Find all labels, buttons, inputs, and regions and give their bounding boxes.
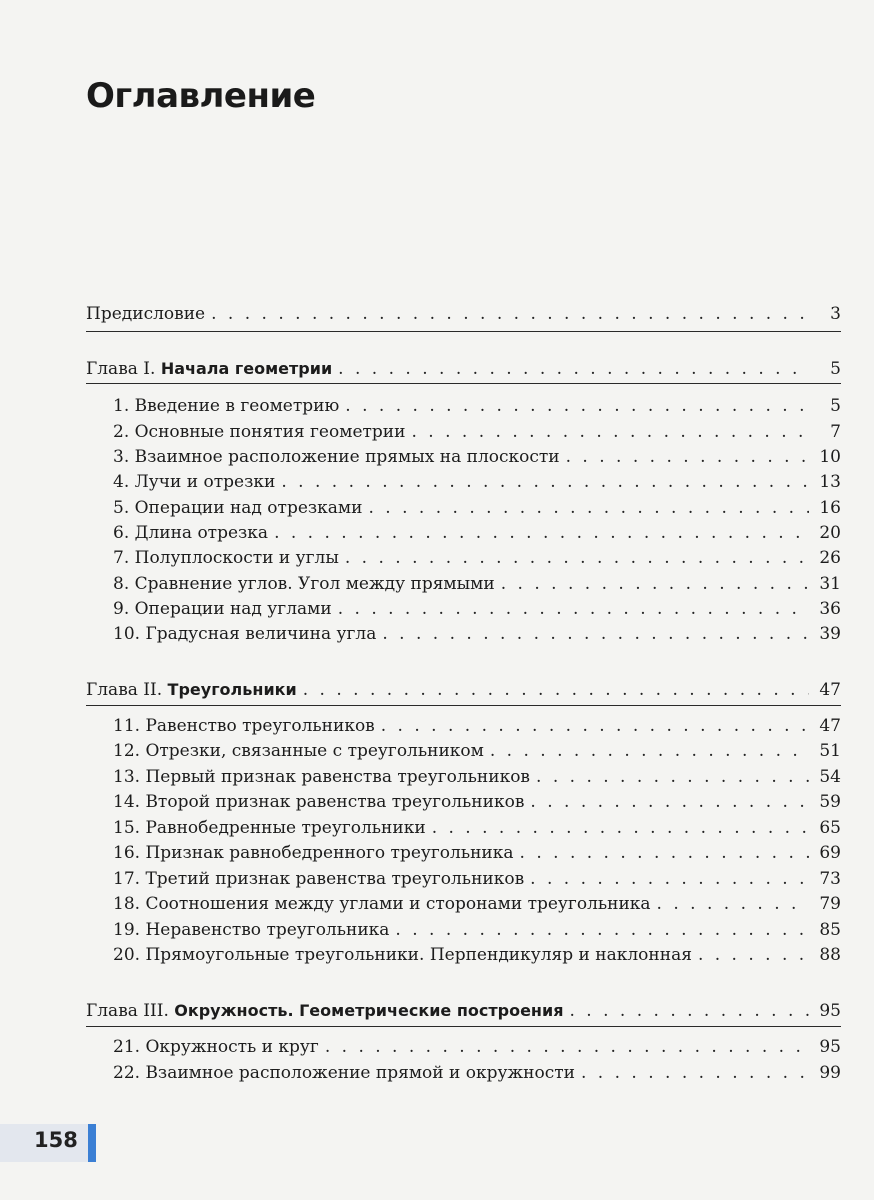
toc-item[interactable]: [113, 891, 841, 917]
leader-dots: [368, 495, 809, 521]
toc-item-label: 4. Лучи и отрезки: [113, 472, 276, 492]
toc-item-page: 59: [819, 792, 841, 812]
toc-item-page: 36: [819, 599, 841, 619]
leader-dots: [381, 713, 809, 739]
toc-item[interactable]: [113, 866, 841, 892]
toc-item-label: 1. Введение в геометрию: [113, 396, 340, 416]
toc-entry-page: 5: [830, 359, 841, 379]
toc-chapter-2[interactable]: [86, 677, 841, 703]
toc-item-page: 20: [819, 523, 841, 543]
toc-item-page: 54: [819, 767, 841, 787]
toc-item-page: 51: [819, 741, 841, 761]
leader-dots: [345, 545, 809, 571]
toc-item-page: 85: [819, 920, 841, 940]
leader-dots: [530, 789, 809, 815]
toc-item[interactable]: [113, 393, 841, 419]
toc-item-page: 16: [819, 498, 841, 518]
leader-dots: [345, 393, 809, 419]
chapter-title: Начала геометрии: [160, 359, 333, 378]
toc-entry-page: 95: [819, 1001, 841, 1021]
toc-entry-page: 3: [830, 304, 841, 324]
toc-item[interactable]: [113, 713, 841, 739]
toc-item-page: 65: [819, 818, 841, 838]
toc-item-label: 8. Сравнение углов. Угол между прямыми: [113, 574, 495, 594]
toc-item-label: 21. Окружность и круг: [113, 1037, 319, 1057]
divider: [86, 1026, 841, 1027]
toc-item-label: 14. Второй признак равенства треугольников: [113, 792, 525, 812]
toc-item-label: 22. Взаимное расположение прямой и окружности: [113, 1063, 575, 1083]
toc-item[interactable]: [113, 738, 841, 764]
toc-item-label: 13. Первый признак равенства треугольников: [113, 767, 531, 787]
toc-entry-preface[interactable]: [86, 301, 841, 327]
leader-dots: [657, 891, 809, 917]
toc-item-label: 2. Основные понятия геометрии: [113, 422, 406, 442]
toc-item[interactable]: [113, 789, 841, 815]
toc-item[interactable]: [113, 1034, 841, 1060]
toc-item-page: 99: [819, 1063, 841, 1083]
leader-dots: [382, 621, 809, 647]
leader-dots: [566, 444, 809, 470]
leader-dots: [530, 866, 809, 892]
divider: [86, 331, 841, 332]
leader-dots: [211, 301, 809, 327]
toc-item-label: 11. Равенство треугольников: [113, 716, 375, 736]
chapter-title: Треугольники: [167, 680, 297, 699]
chapter-prefix: Глава II.: [86, 680, 168, 700]
leader-dots: [698, 942, 809, 968]
toc-item-label: 10. Градусная величина угла: [113, 624, 377, 644]
leader-dots: [490, 738, 809, 764]
toc-item-label: 12. Отрезки, связанные с треугольником: [113, 741, 484, 761]
toc-item-page: 26: [819, 548, 841, 568]
toc-item[interactable]: [113, 495, 841, 521]
chapter-prefix: Глава I.: [86, 359, 161, 379]
toc-item-page: 5: [830, 396, 841, 416]
chapter-title: Окружность. Геометрические построения: [174, 1001, 564, 1020]
toc-chapter-3[interactable]: [86, 998, 841, 1024]
toc-item-label: 19. Неравенство треугольника: [113, 920, 390, 940]
page-title: Оглавление: [86, 76, 316, 116]
toc-item-label: 5. Операции над отрезками: [113, 498, 363, 518]
toc-item[interactable]: [113, 815, 841, 841]
leader-dots: [411, 419, 809, 445]
leader-dots: [501, 571, 809, 597]
leader-dots: [281, 469, 809, 495]
chapter-prefix: Глава III.: [86, 1001, 175, 1021]
divider: [86, 383, 841, 384]
toc-item[interactable]: [113, 520, 841, 546]
toc-item[interactable]: [113, 419, 841, 445]
toc-item-label: 7. Полуплоскости и углы: [113, 548, 339, 568]
page-number: 158: [34, 1128, 78, 1152]
toc-item-page: 31: [819, 574, 841, 594]
leader-dots: [325, 1034, 809, 1060]
page-number-tab: [0, 1124, 96, 1162]
toc-item[interactable]: [113, 469, 841, 495]
toc-item[interactable]: [113, 596, 841, 622]
toc-item[interactable]: [113, 840, 841, 866]
toc-item-page: 95: [819, 1037, 841, 1057]
toc-item-page: 13: [819, 472, 841, 492]
leader-dots: [274, 520, 809, 546]
toc-item-page: 69: [819, 843, 841, 863]
toc-item-label: 6. Длина отрезка: [113, 523, 269, 543]
toc-item-label: 15. Равнобедренные треугольники: [113, 818, 426, 838]
toc-entry-page: 47: [819, 680, 841, 700]
toc-item[interactable]: [113, 764, 841, 790]
toc-item[interactable]: [113, 545, 841, 571]
leader-dots: [581, 1060, 809, 1086]
toc-item-page: 39: [819, 624, 841, 644]
divider: [86, 705, 841, 706]
leader-dots: [338, 596, 809, 622]
toc-item[interactable]: [113, 444, 841, 470]
toc-item-label: 9. Операции над углами: [113, 599, 332, 619]
leader-dots: [338, 356, 809, 382]
toc-item[interactable]: [113, 571, 841, 597]
leader-dots: [432, 815, 809, 841]
toc-item[interactable]: [113, 621, 841, 647]
toc-item-page: 47: [819, 716, 841, 736]
toc-item-page: 73: [819, 869, 841, 889]
toc-item-label: 3. Взаимное расположение прямых на плоскости: [113, 447, 560, 467]
toc-item-label: 16. Признак равнобедренного треугольника: [113, 843, 514, 863]
toc-item[interactable]: [113, 942, 841, 968]
toc-item-page: 10: [819, 447, 841, 467]
toc-item-page: 79: [819, 894, 841, 914]
toc-item[interactable]: [113, 917, 841, 943]
leader-dots: [536, 764, 809, 790]
toc-chapter-1[interactable]: [86, 356, 841, 382]
leader-dots: [569, 998, 809, 1024]
leader-dots: [520, 840, 809, 866]
leader-dots: [303, 677, 809, 703]
toc-item-label: 17. Третий признак равенства треугольников: [113, 869, 525, 889]
toc-entry-label: Предисловие: [86, 304, 206, 324]
toc-item[interactable]: [113, 1060, 841, 1086]
leader-dots: [395, 917, 809, 943]
accent-bar: [88, 1124, 96, 1162]
toc-item-page: 7: [830, 422, 841, 442]
toc-item-page: 88: [819, 945, 841, 965]
toc-item-label: 20. Прямоугольные треугольники. Перпендикуляр и наклонная: [113, 945, 692, 965]
toc-item-label: 18. Соотношения между углами и сторонами треугольника: [113, 894, 651, 914]
